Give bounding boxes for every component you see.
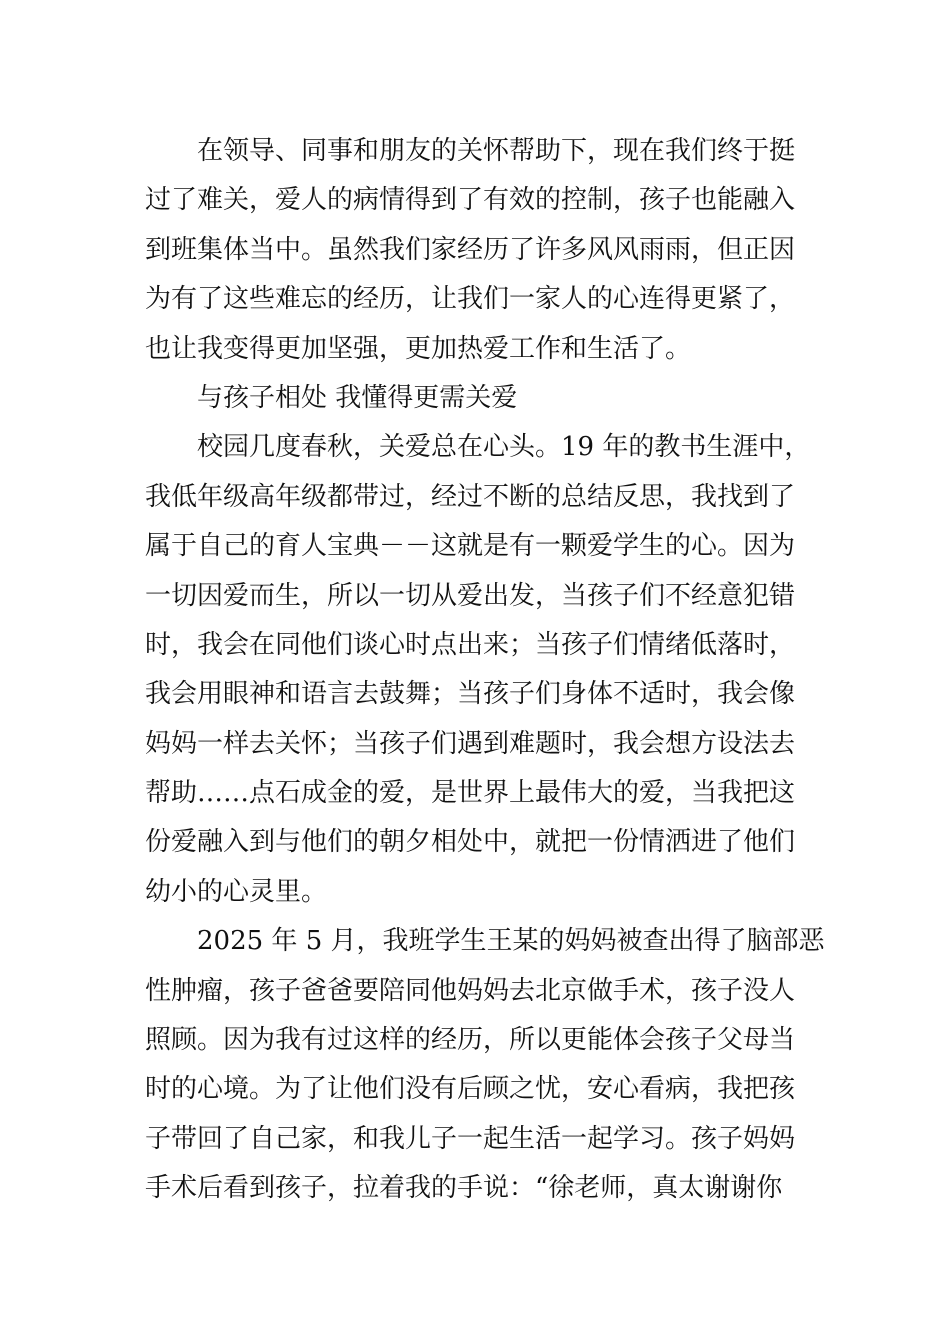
paragraph-2-line-5: 时，我会在同他们谈心时点出来；当孩子们情绪低落时， — [145, 629, 796, 660]
paragraph-2-line-10: 幼小的心灵里。 — [145, 876, 328, 907]
paragraph-3-line-2: 性肿瘤，孩子爸爸要陪同他妈妈去北京做手术，孩子没人 — [145, 975, 796, 1006]
paragraph-2-line-6: 我会用眼神和语言去鼓舞；当孩子们身体不适时，我会像 — [145, 679, 796, 710]
paragraph-2-line-4: 一切因爱而生，所以一切从爱出发，当孩子们不经意犯错 — [145, 580, 796, 611]
paragraph-1-line-2: 过了难关，爱人的病情得到了有效的控制，孩子也能融入 — [145, 185, 796, 216]
paragraph-2-line-8: 帮助……点石成金的爱，是世界上最伟大的爱，当我把这 — [145, 778, 796, 809]
paragraph-2-line-1: 校园几度春秋，关爱总在心头。19 年的教书生涯中， — [197, 432, 811, 463]
paragraph-3-line-6: 手术后看到孩子，拉着我的手说：“徐老师，真太谢谢你 — [145, 1173, 783, 1204]
paragraph-2-line-3: 属于自己的育人宝典－－这就是有一颗爱学生的心。因为 — [145, 531, 796, 562]
paragraph-3-line-1: 2025 年 5 月，我班学生王某的妈妈被查出得了脑部恶 — [197, 926, 825, 957]
paragraph-1-line-3: 到班集体当中。虽然我们家经历了许多风风雨雨，但正因 — [145, 234, 796, 265]
document-body — [145, 127, 825, 1214]
paragraph-2-line-7: 妈妈一样去关怀；当孩子们遇到难题时，我会想方设法去 — [145, 728, 796, 759]
paragraph-2-line-9: 份爱融入到与他们的朝夕相处中，就把一份情洒进了他们 — [145, 827, 796, 858]
paragraph-1-line-1: 在领导、同事和朋友的关怀帮助下，现在我们终于挺 — [197, 136, 796, 166]
section-heading: 与孩子相处 我懂得更需关爱 — [197, 382, 518, 413]
paragraph-3-line-3: 照顾。因为我有过这样的经历，所以更能体会孩子父母当 — [145, 1025, 796, 1056]
paragraph-1-line-4: 为有了这些难忘的经历，让我们一家人的心连得更紧了， — [145, 284, 796, 315]
paragraph-3-line-5: 子带回了自己家，和我儿子一起生活一起学习。孩子妈妈 — [145, 1123, 796, 1154]
paragraph-1-line-5: 也让我变得更加坚强，更加热爱工作和生活了。 — [145, 333, 692, 364]
paragraph-2-line-2: 我低年级高年级都带过，经过不断的总结反思，我找到了 — [145, 481, 796, 512]
paragraph-3-line-4: 时的心境。为了让他们没有后顾之忧，安心看病，我把孩 — [145, 1074, 796, 1105]
